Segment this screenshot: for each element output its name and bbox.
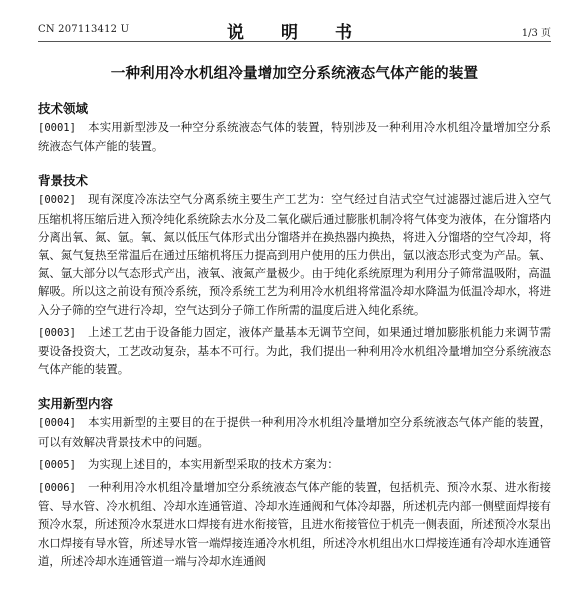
section-heading-background: 背景技术 [38, 173, 89, 189]
paragraph-text: 本实用新型涉及一种空分系统液态气体的装置，特别涉及一种利用冷水机组冷量增加空分系统液态气体产能的装置。 [38, 120, 551, 154]
paragraph-text: 一种利用冷水机组冷量增加空分系统液态气体产能的装置，包括机壳、预冷水泵、进水衔接管、导水管、冷水机组、冷却水连通管道、冷却水连通阀和气体冷却器，所述机壳内部一侧壁面焊接有预冷水泵，所述预冷水泵进水口焊接有进水衔接管，且进水衔接管位于机壳一侧表面，所述预冷水泵出水口焊接有导水管，所述导水管一端焊接连通冷水机组，所述冷水机组出水口焊接连通有冷却水连通管道，所述冷却水连通管道一端与冷却水连通阀 [38, 480, 551, 568]
paragraph-number: [0003] [38, 326, 76, 339]
page-header [38, 18, 551, 43]
patent-number: CN 207113412 U [38, 24, 130, 35]
paragraph-0003 [38, 323, 551, 379]
document-body [38, 100, 551, 570]
paragraph-0002 [38, 190, 551, 318]
paragraph-number: [0001] [38, 122, 76, 134]
paragraph-number: [0005] [38, 458, 76, 471]
paragraph-0001 [38, 118, 551, 155]
document-type: 说 明 书 [227, 23, 362, 43]
paragraph-number: [0004] [38, 417, 76, 430]
paragraph-text: 为实现上述目的，本实用新型采取的技术方案为： [88, 456, 339, 471]
paragraph-0005 [38, 455, 551, 474]
header-divider [38, 41, 551, 42]
paragraph-0004 [38, 413, 551, 450]
paragraph-number: [0002] [38, 194, 76, 207]
page-indicator: 1/3 页 [521, 28, 551, 39]
document-title: 一种利用冷水机组冷量增加空分系统液态气体产能的装置 [110, 66, 479, 82]
paragraph-number: [0006] [38, 482, 76, 495]
paragraph-text: 上述工艺由于设备能力固定，液体产量基本无调节空间，如果通过增加膨胀机能力来调节需要设备投资大，工艺改动复杂，基本不可行。为此，我们提出一种利用冷水机组冷量增加空分系统液态气体产能的装置。 [38, 324, 551, 377]
paragraph-text: 现有深度冷冻法空气分离系统主要生产工艺为：空气经过自洁式空气过滤器过滤后进入空气压缩机将压缩后进入预冷纯化系统除去水分及二氧化碳后通过膨胀机制冷将气体变为液体，在分馏塔内分离出氧、氮、氩。氧、氮以低压气体形式出分馏塔并在换热器内换热，将进入分馏塔的空气冷却，将氧、氮气复热至常温后在通过压缩机将压力提高到用户使用的压力供出，氩以液态形式变为产品。氧、氮、氩大部分以气态形式产出，液氧、液氮产量极少。由于纯化系统原理为利用分子筛常温吸附，高温解吸。所以这之前设有预冷系统，预冷系统工艺为利用冷水机组将常温冷却水降温为低温冷却水，将进入分子筛的空气进行冷却，空气达到分子筛工作所需的温度后进入纯化系统。 [38, 192, 551, 317]
section-heading-content: 实用新型内容 [38, 396, 114, 412]
paragraph-0006 [38, 478, 551, 570]
paragraph-text: 本实用新型的主要目的在于提供一种利用冷水机组冷量增加空分系统液态气体产能的装置，可以有效解决背景技术中的问题。 [38, 415, 551, 449]
section-heading-tech-field: 技术领域 [38, 101, 89, 116]
